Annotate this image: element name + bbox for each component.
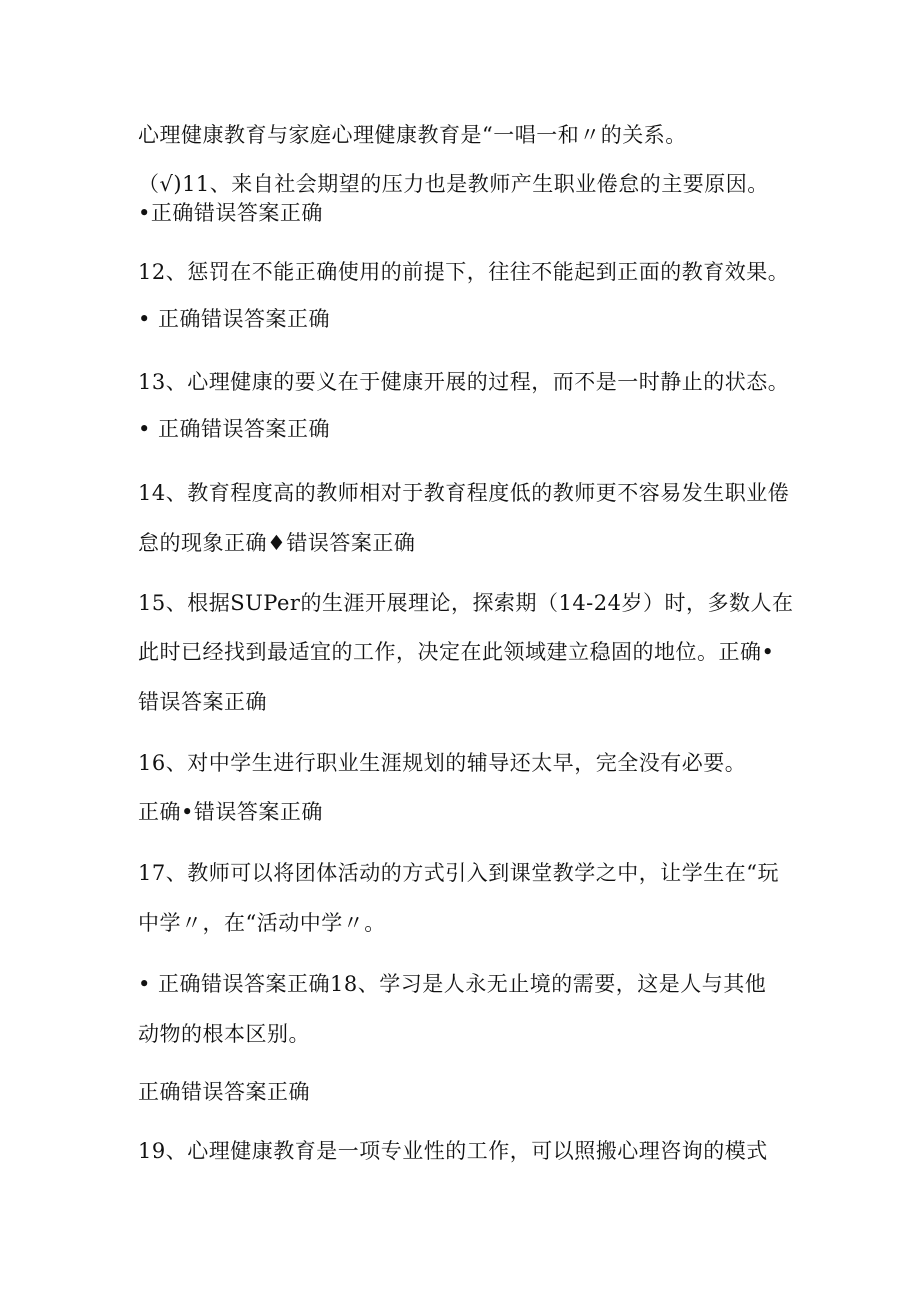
answer-13: • 正确错误答案正确 [138,417,331,441]
answer-17-question-18-line-1: • 正确错误答案正确18、学习是人永无止境的需要，这是人与其他 [138,972,767,996]
question-14-line-2: 怠的现象正确♦错误答案正确 [138,531,416,555]
question-19: 19、心理健康教育是一项专业性的工作，可以照搬心理咨询的模式 [138,1139,768,1163]
answer-12: • 正确错误答案正确 [138,307,331,331]
question-16: 16、对中学生进行职业生涯规划的辅导还太早，完全没有必要。 [138,751,747,775]
text-line-intro: 心理健康教育与家庭心理健康教育是“一唱一和〃的关系。 [138,123,687,147]
question-11: （√)11、来自社会期望的压力也是教师产生职业倦怠的主要原因。 [138,172,769,196]
question-13: 13、心理健康的要义在于健康开展的过程，而不是一时静止的状态。 [138,370,790,394]
question-14-line-1: 14、教育程度高的教师相对于教育程度低的教师更不容易发生职业倦 [138,481,790,505]
question-15-line-2: 此时已经找到最适宜的工作，决定在此领域建立稳固的地位。正确• [138,640,775,664]
answer-18: 正确错误答案正确 [138,1080,310,1104]
answer-15: 错误答案正确 [138,690,267,714]
answer-16: 正确•错误答案正确 [138,800,323,824]
question-12: 12、惩罚在不能正确使用的前提下，往往不能起到正面的教育效果。 [138,260,790,284]
question-17-line-1: 17、教师可以将团体活动的方式引入到课堂教学之中，让学生在“玩 [138,861,779,885]
question-17-line-2: 中学〃，在“活动中学〃。 [138,911,386,935]
question-18-line-2: 动物的根本区别。 [138,1022,310,1046]
answer-11: •正确错误答案正确 [138,201,323,225]
question-15-line-1: 15、根据SUPer的生涯开展理论，探索期（14-24岁）时，多数人在 [138,591,794,615]
